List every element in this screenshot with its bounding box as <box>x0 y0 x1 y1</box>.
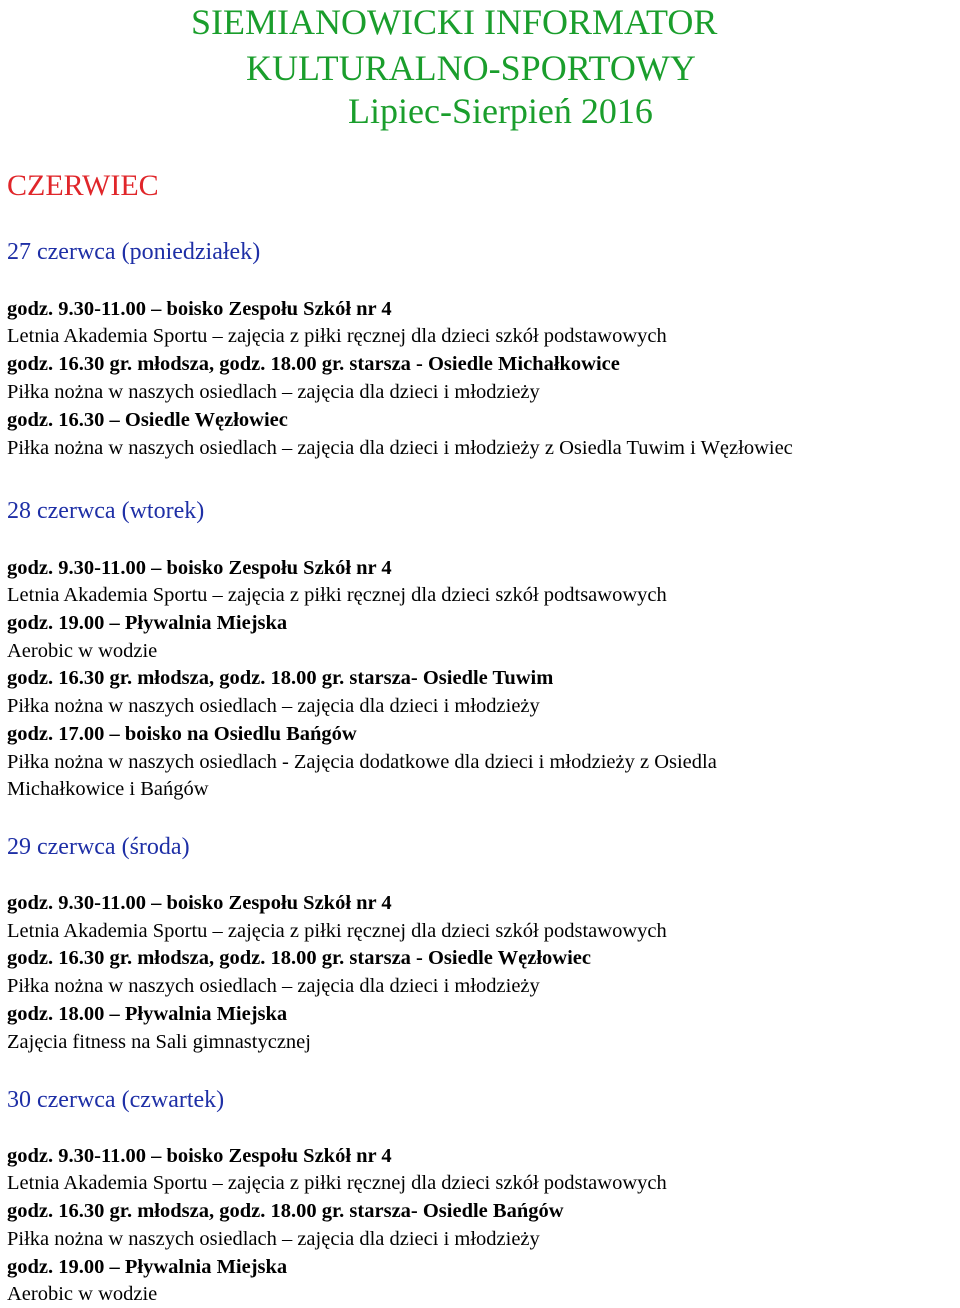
event-description: Michałkowice i Bańgów <box>7 778 209 800</box>
title-line-2: KULTURALNO-SPORTOWY <box>246 48 696 88</box>
day-heading: 27 czerwca (poniedziałek) <box>7 239 261 265</box>
event-description: Letnia Akademia Sportu – zajęcia z piłki ręcznej dla dzieci szkół podstawowych <box>7 1172 667 1194</box>
subtitle: Lipiec-Sierpień 2016 <box>348 91 653 131</box>
event-description: Piłka nożna w naszych osiedlach – zajęcia dla dzieci i młodzieży <box>7 1228 540 1250</box>
event-description: Piłka nożna w naszych osiedlach – zajęcia dla dzieci i młodzieży <box>7 695 540 717</box>
event-description: Letnia Akademia Sportu – zajęcia z piłki ręcznej dla dzieci szkół podstawowych <box>7 325 667 347</box>
day-heading: 29 czerwca (środa) <box>7 834 190 860</box>
event-time-location: godz. 16.30 gr. młodsza, godz. 18.00 gr. starsza - Osiedle Węzłowiec <box>7 947 591 969</box>
event-description: Aerobic w wodzie <box>7 1283 158 1305</box>
event-time-location: godz. 18.00 – Pływalnia Miejska <box>7 1003 288 1025</box>
event-time-location: godz. 17.00 – boisko na Osiedlu Bańgów <box>7 723 357 745</box>
event-description: Piłka nożna w naszych osiedlach – zajęcia dla dzieci i młodzieży z Osiedla Tuwim i Węzłowiec <box>7 437 793 459</box>
event-description: Letnia Akademia Sportu – zajęcia z piłki ręcznej dla dzieci szkół podstawowych <box>7 920 667 942</box>
event-description: Piłka nożna w naszych osiedlach - Zajęcia dodatkowe dla dzieci i młodzieży z Osiedla <box>7 751 717 773</box>
day-heading: 30 czerwca (czwartek) <box>7 1087 225 1113</box>
event-description: Zajęcia fitness na Sali gimnastycznej <box>7 1031 311 1053</box>
event-time-location: godz. 9.30-11.00 – boisko Zespołu Szkół nr 4 <box>7 298 392 320</box>
title-line-1: SIEMIANOWICKI INFORMATOR <box>191 2 718 42</box>
event-description: Piłka nożna w naszych osiedlach – zajęcia dla dzieci i młodzieży <box>7 381 540 403</box>
event-description: Letnia Akademia Sportu – zajęcia z piłki ręcznej dla dzieci szkół podtsawowych <box>7 584 667 606</box>
event-time-location: godz. 16.30 gr. młodsza, godz. 18.00 gr. starsza- Osiedle Tuwim <box>7 667 554 689</box>
event-time-location: godz. 9.30-11.00 – boisko Zespołu Szkół nr 4 <box>7 557 392 579</box>
day-heading: 28 czerwca (wtorek) <box>7 498 205 524</box>
event-description: Aerobic w wodzie <box>7 640 158 662</box>
event-time-location: godz. 19.00 – Pływalnia Miejska <box>7 612 288 634</box>
event-time-location: godz. 16.30 gr. młodsza, godz. 18.00 gr. starsza - Osiedle Michałkowice <box>7 353 620 375</box>
month-heading: CZERWIEC <box>7 169 159 202</box>
event-description: Piłka nożna w naszych osiedlach – zajęcia dla dzieci i młodzieży <box>7 975 540 997</box>
event-time-location: godz. 9.30-11.00 – boisko Zespołu Szkół nr 4 <box>7 1145 392 1167</box>
event-time-location: godz. 9.30-11.00 – boisko Zespołu Szkół nr 4 <box>7 892 392 914</box>
event-time-location: godz. 16.30 – Osiedle Węzłowiec <box>7 409 288 431</box>
event-time-location: godz. 16.30 gr. młodsza, godz. 18.00 gr. starsza- Osiedle Bańgów <box>7 1200 564 1222</box>
event-time-location: godz. 19.00 – Pływalnia Miejska <box>7 1256 288 1278</box>
